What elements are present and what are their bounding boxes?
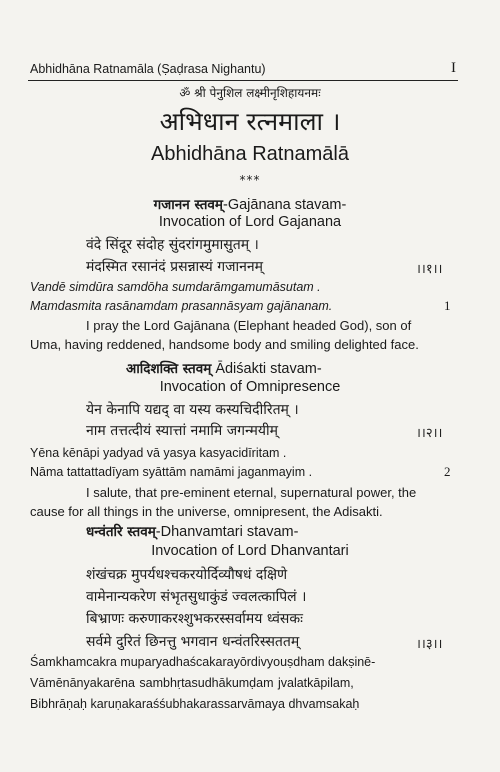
section-heading-sanskrit: गजानन स्तवम् [153,197,223,213]
verse-line: शंखंचक्र मुपर्यधश्चकरयोर्दिव्यौषधं दक्षिणे [86,567,288,583]
verse-number-latin: 1 [444,298,451,313]
verse-line: वंदे सिंदूर संदोह सुंदरांगमुमासुतम् । [86,237,259,253]
section-subheading: Invocation of Lord Dhanvantari [151,543,349,559]
verse-number: ।।१।। [416,261,443,276]
header-rule [28,80,458,81]
section-heading [86,521,298,540]
verse-line: नाम तत्तत्दीयं स्यात्तां नमामि जगन्मयीम् [86,423,278,439]
section-heading-latin: -Gajānana stavam- [223,197,347,213]
section-heading [126,358,322,377]
translation-line: Uma, having reddened, handsome body and smiling delighted face. [30,337,419,352]
translation-line: cause for all things in the universe, omnipresent, the Adisakti. [30,504,383,519]
transliteration-line: Nāma tattattadīyam syāttām namāmi jaganmayim . [30,465,313,479]
section-heading [0,194,500,213]
section-subheading: Invocation of Omnipresence [159,379,341,395]
transliteration-line: Vāmēnānyakarēna sambhṛtasudhākumḍam jvalatkāpilam, [30,676,354,690]
section-heading-sanskrit: धन्वंतरि स्तवम् [86,524,156,540]
transliteration-line: Bibhrāṇaḥ karuṇakaraśśubhakarassarvāmaya dhvamsakaḥ [30,697,360,711]
title-english: Abhidhāna Ratnamālā [151,143,349,165]
running-header [30,62,456,82]
title-sanskrit: अभिधान रत्नमाला । [159,107,341,136]
opening-invocation: ॐ श्री पेनुशिल लक्ष्मीनृशिहायनमः [179,86,321,100]
verse-line: मंदस्मित रसानंदं प्रसन्नास्यं गजाननम् [86,259,264,275]
verse-number-latin: 2 [444,464,451,479]
section-subheading: Invocation of Lord Gajanana [158,214,342,230]
section-heading-sanskrit: आदिशक्ति स्तवम् [126,361,212,377]
section-heading-latin: Ādiśakti stavam- [211,361,322,377]
section-heading-latin: -Dhanvamtari stavam- [155,524,299,540]
verse-number: ।।३।। [416,636,443,651]
verse-line: वामेनान्यकरेण संभृतसुधाकुंडं ज्वलत्कापिलं । [86,589,307,605]
transliteration-line: Mamdasmita rasānamdam prasannāsyam gajānanam. [30,299,333,313]
transliteration-line: Śamkhamcakra muparyadhaścakarayōrdivyouṣdham dakṣinē- [30,655,376,669]
separator-stars: *** [239,173,261,187]
transliteration-line: Vandē simdūra samdōha sumdarāmgamumāsutam . [30,280,321,294]
translation-line: I salute, that pre-eminent eternal, supernatural power, the [86,485,417,500]
translation-line: I pray the Lord Gajānana (Elephant headed God), son of [86,318,412,333]
transliteration-line: Yēna kēnāpi yadyad vā yasya kasyacidīritam . [30,446,287,460]
verse-line: सर्वमे दुरितं छिनत्तु भगवान धन्वंतरिस्सततम् [86,634,300,650]
verse-line: बिभ्राणः करुणाकरश्शुभकरस्सर्वामय ध्वंसकः [86,611,303,627]
page-number: I [451,60,456,76]
verse-number: ।।२।। [416,425,443,440]
verse-line: येन केनापि यद्यद् वा यस्य कस्यचिदीरितम् । [86,402,299,418]
running-title: Abhidhāna Ratnamāla (Ṣaḍrasa Nighantu) [30,62,266,76]
